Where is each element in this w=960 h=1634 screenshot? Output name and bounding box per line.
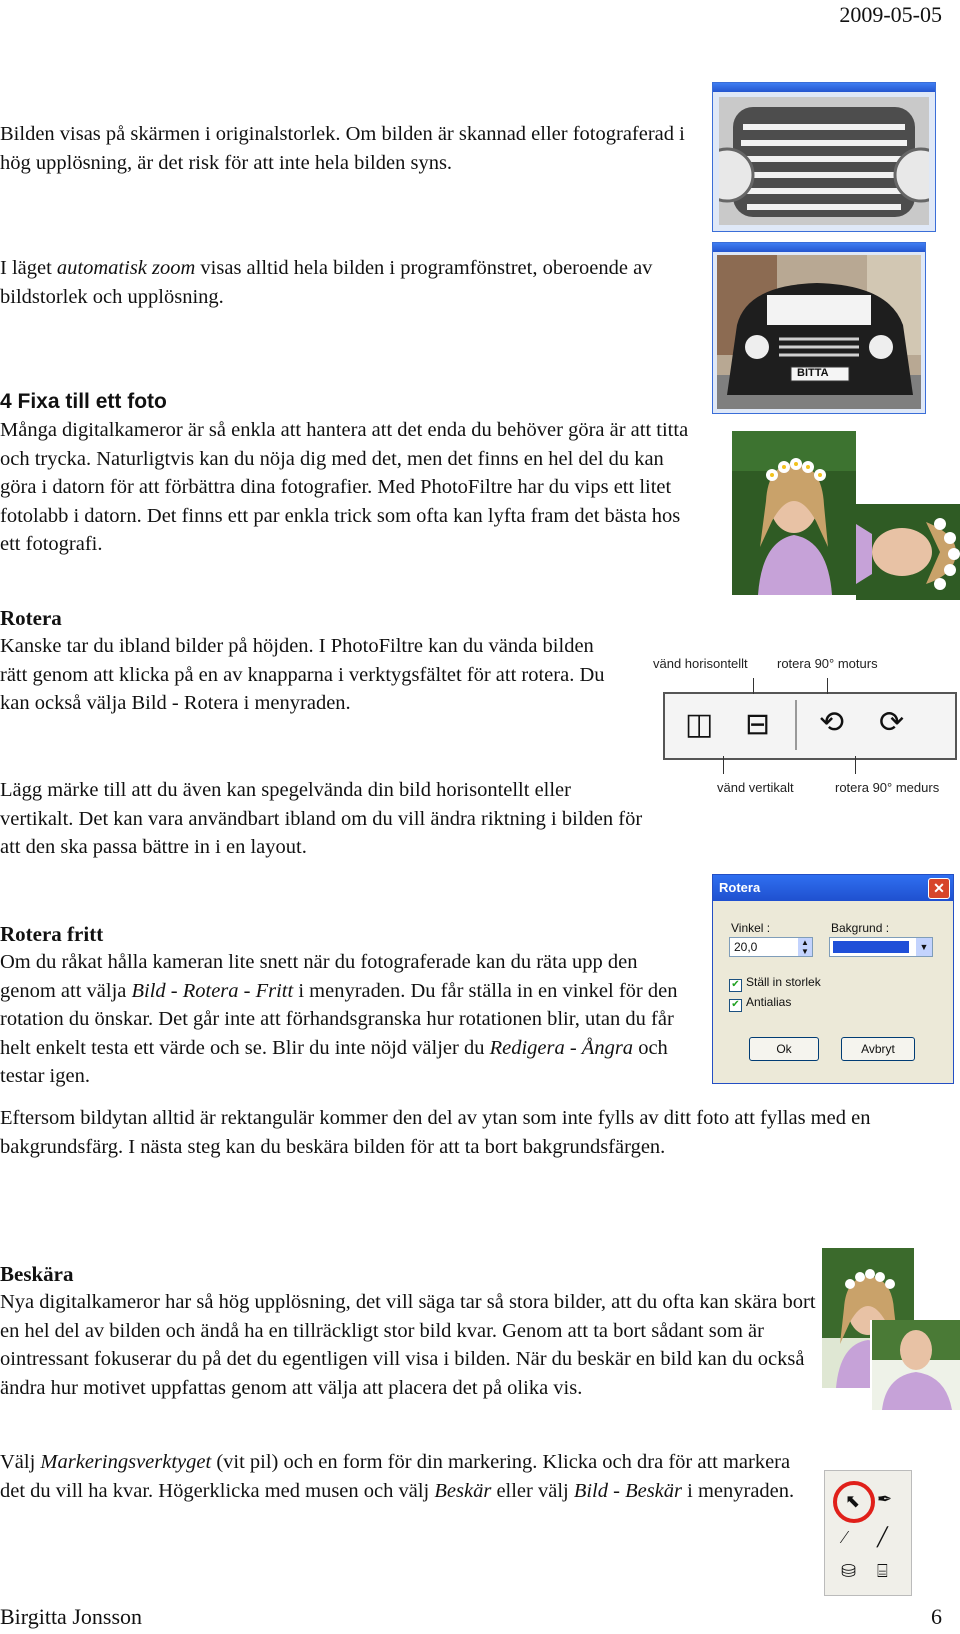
- checkbox-stall-in-storlek[interactable]: ✔ Ställ in storlek: [729, 975, 821, 992]
- dialog-title: Rotera: [719, 880, 761, 895]
- car-grille-photo: [719, 97, 929, 225]
- rotera-fritt-heading: Rotera fritt: [0, 922, 104, 946]
- background-color-select[interactable]: [829, 937, 933, 957]
- beskara-body-2: Välj Markeringsverktyget (vit pil) och en form för din markering. Klicka och dra för att markera det du vill ha kvar. Högerklicka med musen och välj Beskär eller välj Bild - Beskär i menyraden.: [0, 1451, 795, 1502]
- beskara-body: Nya digitalkameror har så hög upplösning, det vill säga tar så stora bilder, att du ofta kan skära bort en hel del av bilden och ändå ha en tillräckligt stor bild kvar. Genom att ta bort sådant som är ointressant fokuserar du på det du egentligen vill visa i bilden. När du beskär en bild kan du också ändra hur motivet uppfattas genom att välja att placera det på olika vis.: [0, 1291, 816, 1399]
- flip-horizontal-icon[interactable]: ◫: [685, 708, 714, 741]
- footer-page-number: 6: [931, 1604, 942, 1629]
- checkmark-icon: ✔: [729, 999, 742, 1012]
- checkbox-antialias[interactable]: ✔ Antialias: [729, 995, 791, 1012]
- footer-author: Birgitta Jonsson: [0, 1604, 143, 1629]
- label-rotate-cw: rotera 90° medurs: [835, 780, 940, 795]
- header-date: 2009-05-05: [839, 2, 942, 27]
- intro-paragraph-2: I läget automatisk zoom visas alltid hela bilden i programfönstret, oberoende av bildstorlek och upplösning.: [0, 257, 653, 308]
- section-4-heading: 4 Fixa till ett foto: [0, 390, 167, 413]
- label-flip-horizontal: vänd horisontellt: [653, 656, 748, 671]
- line-icon[interactable]: ╱: [877, 1527, 888, 1547]
- toolbar-separator: [795, 700, 797, 750]
- rotera-heading: Rotera: [0, 606, 62, 630]
- beskara-heading: Beskära: [0, 1262, 74, 1286]
- rotera-dialog: [712, 874, 954, 1084]
- angle-label: Vinkel :: [731, 921, 771, 935]
- girl-portrait-photo: [732, 431, 856, 595]
- background-fill-paragraph: Eftersom bildytan alltid är rektangulär kommer den del av ytan som inte fylls av ditt foto att fyllas med en bakgrundsfärg. I nästa steg kan du beskära bilden för att ta bort bakgrundsfärgen.: [0, 1107, 871, 1158]
- flip-vertical-icon[interactable]: ⊟: [745, 708, 771, 741]
- cancel-button[interactable]: Avbryt: [841, 1037, 915, 1061]
- ok-button[interactable]: Ok: [749, 1037, 819, 1061]
- background-color-swatch: [833, 941, 909, 953]
- fill-bucket-icon[interactable]: ⛁: [841, 1561, 857, 1581]
- wand-icon[interactable]: ⁄: [843, 1527, 847, 1547]
- tool-palette: [824, 1470, 912, 1596]
- rotate-toolbar-figure: [645, 650, 960, 810]
- license-plate-text: BITTA: [797, 367, 829, 379]
- pointer-line-flip-h: [753, 678, 754, 694]
- eyedropper-icon[interactable]: ✒: [877, 1489, 893, 1509]
- girl-rotated-photo: [856, 504, 960, 600]
- label-rotate-ccw: rotera 90° moturs: [777, 656, 878, 671]
- angle-value: 20,0: [734, 940, 758, 954]
- angle-stepper[interactable]: [729, 937, 813, 957]
- intro-paragraph-1: Bilden visas på skärmen i originalstorlek. Om bilden är skannad eller fotograferad i hög upplösning, är det risk för att inte hela bilden syns.: [0, 123, 685, 174]
- pointer-line-flip-v: [723, 756, 724, 774]
- pointer-line-rot-cw: [855, 756, 856, 774]
- spin-arrows-icon[interactable]: ▲ ▼: [798, 938, 812, 956]
- rotera-body-2: Lägg märke till att du även kan spegelvända din bild horisontellt eller vertikalt. Det kan vara användbart ibland om du vill ändra riktning i bilden för att den ska passa bättre in i en layout.: [0, 779, 643, 859]
- car-grille-screenshot: [712, 82, 936, 232]
- close-icon[interactable]: ✕: [928, 878, 950, 899]
- pointer-line-rot-ccw: [827, 678, 828, 694]
- rotera-body: Kanske tar du ibland bilder på höjden. I PhotoFiltre kan du vända bilden rätt genom att klicka på en av knapparna i verktygsfältet för att rotera. Du kan också välja Bild - Rotera i menyraden.: [0, 635, 605, 715]
- label-flip-vertical: vänd vertikalt: [717, 780, 794, 795]
- car-front-screenshot: [712, 242, 926, 414]
- rotate-ccw-icon[interactable]: ⟲: [819, 706, 845, 739]
- girl-crop-photo-2: [870, 1320, 960, 1410]
- car-front-photo: [717, 255, 921, 409]
- rotate-cw-icon[interactable]: ⟳: [879, 706, 905, 739]
- spray-icon[interactable]: ⌸: [877, 1561, 888, 1581]
- rotera-fritt-body: Om du råkat hålla kameran lite snett när du fotograferade kan du räta upp den genom att välja Bild - Rotera - Fritt i menyraden. Du får ställa in en vinkel för den rotation du önskar. Det går inte att förhandsgranska hur rotationen blir, utan du får helt enkelt testa ett värde och se. Blir du inte nöjd väljer du Redigera - Ångra och testar igen.: [0, 951, 678, 1088]
- selection-arrow-icon[interactable]: ⬉: [845, 1491, 861, 1511]
- checkmark-icon: ✔: [729, 979, 742, 992]
- background-label: Bakgrund :: [831, 921, 890, 935]
- section-4-body: Många digitalkameror är så enkla att hantera att det enda du behöver göra är att titta och trycka. Naturligtvis kan du nöja dig med det, men det finns en hel del du kan göra i datorn för att förbättra dina fotografier. Med PhotoFiltre har du vips ett litet fotolabb i datorn. Det finns ett par enkla trick som ofta kan lyfta fram det bästa hos ett fotografi.: [0, 419, 689, 556]
- rotate-toolbar: [663, 692, 957, 760]
- chevron-down-icon[interactable]: ▼: [916, 938, 932, 956]
